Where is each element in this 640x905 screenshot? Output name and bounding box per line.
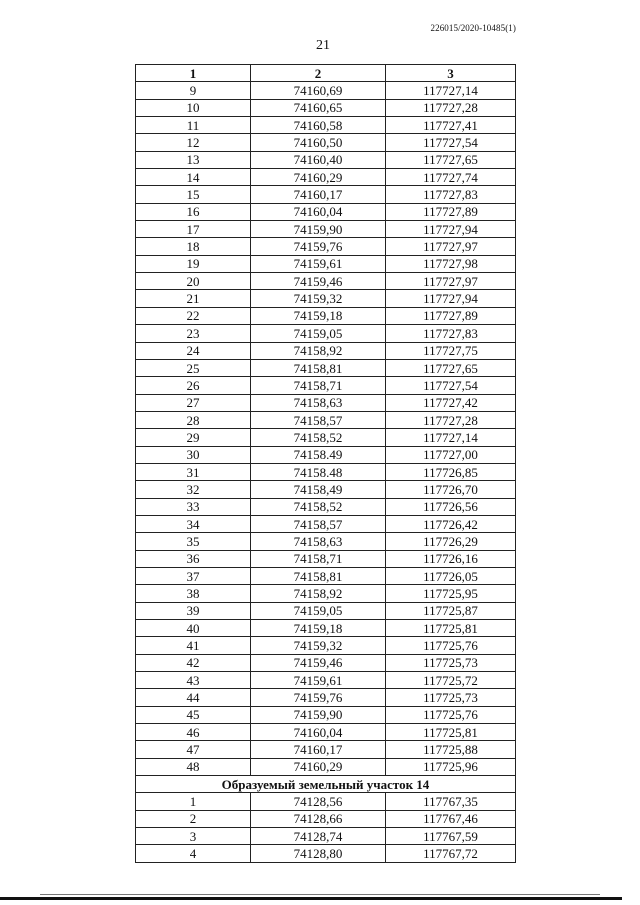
- point-number-cell: 15: [136, 186, 251, 203]
- table-row: [136, 602, 516, 619]
- y-coordinate-cell: 117726,85: [386, 463, 516, 480]
- point-number-cell: 42: [136, 654, 251, 671]
- y-coordinate-cell: 117727,83: [386, 186, 516, 203]
- x-coordinate-cell: 74159,05: [251, 325, 386, 342]
- y-coordinate-cell: 117727,54: [386, 134, 516, 151]
- y-coordinate-cell: 117726,16: [386, 550, 516, 567]
- x-coordinate-cell: 74128,74: [251, 828, 386, 845]
- point-number-cell: 35: [136, 533, 251, 550]
- y-coordinate-cell: 117727,28: [386, 99, 516, 116]
- y-coordinate-cell: 117727,41: [386, 117, 516, 134]
- table-row: [136, 307, 516, 324]
- x-coordinate-cell: 74159,61: [251, 255, 386, 272]
- y-coordinate-cell: 117727,14: [386, 429, 516, 446]
- y-coordinate-cell: 117767,59: [386, 828, 516, 845]
- table-row: [136, 238, 516, 255]
- y-coordinate-cell: 117725,73: [386, 654, 516, 671]
- x-coordinate-cell: 74159,32: [251, 637, 386, 654]
- table-row: [136, 151, 516, 168]
- x-coordinate-cell: 74160,04: [251, 203, 386, 220]
- point-number-cell: 40: [136, 620, 251, 637]
- point-number-cell: 41: [136, 637, 251, 654]
- table-row: [136, 828, 516, 845]
- table-row: [136, 515, 516, 532]
- x-coordinate-cell: 74159,46: [251, 273, 386, 290]
- point-number-cell: 13: [136, 151, 251, 168]
- y-coordinate-cell: 117727,75: [386, 342, 516, 359]
- y-coordinate-cell: 117727,97: [386, 238, 516, 255]
- section-heading-row: [136, 776, 516, 793]
- point-number-cell: 22: [136, 307, 251, 324]
- y-coordinate-cell: 117726,42: [386, 515, 516, 532]
- table-row: [136, 758, 516, 775]
- table-row: [136, 169, 516, 186]
- x-coordinate-cell: 74159,76: [251, 689, 386, 706]
- table-row: [136, 724, 516, 741]
- table-row: [136, 221, 516, 238]
- x-coordinate-cell: 74158,92: [251, 585, 386, 602]
- x-coordinate-cell: 74159,05: [251, 602, 386, 619]
- x-coordinate-cell: 74158,81: [251, 567, 386, 584]
- table-row: [136, 429, 516, 446]
- table-row: [136, 99, 516, 116]
- point-number-cell: 30: [136, 446, 251, 463]
- x-coordinate-cell: 74159,18: [251, 620, 386, 637]
- x-coordinate-cell: 74159,90: [251, 706, 386, 723]
- y-coordinate-cell: 117725,81: [386, 620, 516, 637]
- x-coordinate-cell: 74159,61: [251, 672, 386, 689]
- table-row: [136, 82, 516, 99]
- x-coordinate-cell: 74160,65: [251, 99, 386, 116]
- x-coordinate-cell: 74128,80: [251, 845, 386, 862]
- point-number-cell: 25: [136, 359, 251, 376]
- x-coordinate-cell: 74158,57: [251, 411, 386, 428]
- x-coordinate-cell: 74158.48: [251, 463, 386, 480]
- x-coordinate-cell: 74160,17: [251, 741, 386, 758]
- point-number-cell: 4: [136, 845, 251, 862]
- point-number-cell: 47: [136, 741, 251, 758]
- table-row: [136, 117, 516, 134]
- point-number-cell: 11: [136, 117, 251, 134]
- bottom-divider: [0, 897, 622, 900]
- x-coordinate-cell: 74158,49: [251, 481, 386, 498]
- x-coordinate-cell: 74160,17: [251, 186, 386, 203]
- x-coordinate-cell: 74159,32: [251, 290, 386, 307]
- table-row: [136, 359, 516, 376]
- y-coordinate-cell: 117767,35: [386, 793, 516, 810]
- x-coordinate-cell: 74128,66: [251, 810, 386, 827]
- y-coordinate-cell: 117727,94: [386, 221, 516, 238]
- point-number-cell: 16: [136, 203, 251, 220]
- point-number-cell: 3: [136, 828, 251, 845]
- table-row: [136, 567, 516, 584]
- point-number-cell: 24: [136, 342, 251, 359]
- column-header-1: 1: [136, 65, 251, 82]
- y-coordinate-cell: 117725,95: [386, 585, 516, 602]
- point-number-cell: 34: [136, 515, 251, 532]
- x-coordinate-cell: 74160,29: [251, 169, 386, 186]
- table-row: [136, 689, 516, 706]
- document-registration-code: 226015/2020-10485(1): [430, 23, 516, 33]
- x-coordinate-cell: 74160,04: [251, 724, 386, 741]
- y-coordinate-cell: 117725,96: [386, 758, 516, 775]
- coordinates-table-body: [136, 65, 516, 863]
- table-row: [136, 620, 516, 637]
- bottom-divider-thin: [40, 894, 600, 895]
- point-number-cell: 32: [136, 481, 251, 498]
- table-row: [136, 273, 516, 290]
- y-coordinate-cell: 117725,76: [386, 706, 516, 723]
- point-number-cell: 46: [136, 724, 251, 741]
- point-number-cell: 38: [136, 585, 251, 602]
- column-header-3: 3: [386, 65, 516, 82]
- table-row: [136, 585, 516, 602]
- point-number-cell: 9: [136, 82, 251, 99]
- y-coordinate-cell: 117727,54: [386, 377, 516, 394]
- section-title: Образуемый земельный участок 14: [136, 776, 516, 793]
- point-number-cell: 23: [136, 325, 251, 342]
- y-coordinate-cell: 117727,74: [386, 169, 516, 186]
- y-coordinate-cell: 117726,05: [386, 567, 516, 584]
- table-row: [136, 481, 516, 498]
- y-coordinate-cell: 117727,83: [386, 325, 516, 342]
- table-row: [136, 203, 516, 220]
- table-row: [136, 741, 516, 758]
- table-header-row: [136, 65, 516, 82]
- y-coordinate-cell: 117727,65: [386, 359, 516, 376]
- x-coordinate-cell: 74158,92: [251, 342, 386, 359]
- table-row: [136, 498, 516, 515]
- y-coordinate-cell: 117725,87: [386, 602, 516, 619]
- point-number-cell: 21: [136, 290, 251, 307]
- y-coordinate-cell: 117727,89: [386, 203, 516, 220]
- point-number-cell: 36: [136, 550, 251, 567]
- point-number-cell: 39: [136, 602, 251, 619]
- table-row: [136, 377, 516, 394]
- table-row: [136, 810, 516, 827]
- table-row: [136, 134, 516, 151]
- table-row: [136, 255, 516, 272]
- x-coordinate-cell: 74160,29: [251, 758, 386, 775]
- point-number-cell: 26: [136, 377, 251, 394]
- y-coordinate-cell: 117725,73: [386, 689, 516, 706]
- y-coordinate-cell: 117725,81: [386, 724, 516, 741]
- y-coordinate-cell: 117726,56: [386, 498, 516, 515]
- x-coordinate-cell: 74159,46: [251, 654, 386, 671]
- point-number-cell: 44: [136, 689, 251, 706]
- table-row: [136, 672, 516, 689]
- point-number-cell: 27: [136, 394, 251, 411]
- y-coordinate-cell: 117767,72: [386, 845, 516, 862]
- point-number-cell: 10: [136, 99, 251, 116]
- point-number-cell: 19: [136, 255, 251, 272]
- y-coordinate-cell: 117725,88: [386, 741, 516, 758]
- table-row: [136, 325, 516, 342]
- point-number-cell: 31: [136, 463, 251, 480]
- table-row: [136, 637, 516, 654]
- x-coordinate-cell: 74158,71: [251, 550, 386, 567]
- x-coordinate-cell: 74128,56: [251, 793, 386, 810]
- x-coordinate-cell: 74158,63: [251, 533, 386, 550]
- table-row: [136, 793, 516, 810]
- x-coordinate-cell: 74159,76: [251, 238, 386, 255]
- table-row: [136, 463, 516, 480]
- point-number-cell: 43: [136, 672, 251, 689]
- y-coordinate-cell: 117727,28: [386, 411, 516, 428]
- point-number-cell: 20: [136, 273, 251, 290]
- y-coordinate-cell: 117725,76: [386, 637, 516, 654]
- table-row: [136, 446, 516, 463]
- point-number-cell: 14: [136, 169, 251, 186]
- y-coordinate-cell: 117767,46: [386, 810, 516, 827]
- x-coordinate-cell: 74158,57: [251, 515, 386, 532]
- point-number-cell: 2: [136, 810, 251, 827]
- y-coordinate-cell: 117727,14: [386, 82, 516, 99]
- x-coordinate-cell: 74159,90: [251, 221, 386, 238]
- point-number-cell: 48: [136, 758, 251, 775]
- point-number-cell: 37: [136, 567, 251, 584]
- y-coordinate-cell: 117727,98: [386, 255, 516, 272]
- point-number-cell: 17: [136, 221, 251, 238]
- x-coordinate-cell: 74160,69: [251, 82, 386, 99]
- x-coordinate-cell: 74158,52: [251, 429, 386, 446]
- table-row: [136, 706, 516, 723]
- x-coordinate-cell: 74158,63: [251, 394, 386, 411]
- page-number: 21: [316, 38, 330, 53]
- table-row: [136, 550, 516, 567]
- y-coordinate-cell: 117726,70: [386, 481, 516, 498]
- table-row: [136, 533, 516, 550]
- y-coordinate-cell: 117725,72: [386, 672, 516, 689]
- table-row: [136, 186, 516, 203]
- column-header-2: 2: [251, 65, 386, 82]
- y-coordinate-cell: 117727,94: [386, 290, 516, 307]
- y-coordinate-cell: 117727,97: [386, 273, 516, 290]
- point-number-cell: 18: [136, 238, 251, 255]
- y-coordinate-cell: 117726,29: [386, 533, 516, 550]
- x-coordinate-cell: 74158,71: [251, 377, 386, 394]
- x-coordinate-cell: 74158,52: [251, 498, 386, 515]
- point-number-cell: 28: [136, 411, 251, 428]
- point-number-cell: 1: [136, 793, 251, 810]
- y-coordinate-cell: 117727,00: [386, 446, 516, 463]
- table-row: [136, 342, 516, 359]
- table-row: [136, 845, 516, 862]
- table-row: [136, 394, 516, 411]
- point-number-cell: 33: [136, 498, 251, 515]
- x-coordinate-cell: 74160,50: [251, 134, 386, 151]
- y-coordinate-cell: 117727,65: [386, 151, 516, 168]
- x-coordinate-cell: 74160,58: [251, 117, 386, 134]
- table-row: [136, 290, 516, 307]
- x-coordinate-cell: 74158,81: [251, 359, 386, 376]
- table-row: [136, 411, 516, 428]
- point-number-cell: 12: [136, 134, 251, 151]
- x-coordinate-cell: 74158.49: [251, 446, 386, 463]
- table-row: [136, 654, 516, 671]
- coordinates-table: [135, 64, 516, 863]
- y-coordinate-cell: 117727,42: [386, 394, 516, 411]
- x-coordinate-cell: 74159,18: [251, 307, 386, 324]
- y-coordinate-cell: 117727,89: [386, 307, 516, 324]
- x-coordinate-cell: 74160,40: [251, 151, 386, 168]
- point-number-cell: 45: [136, 706, 251, 723]
- point-number-cell: 29: [136, 429, 251, 446]
